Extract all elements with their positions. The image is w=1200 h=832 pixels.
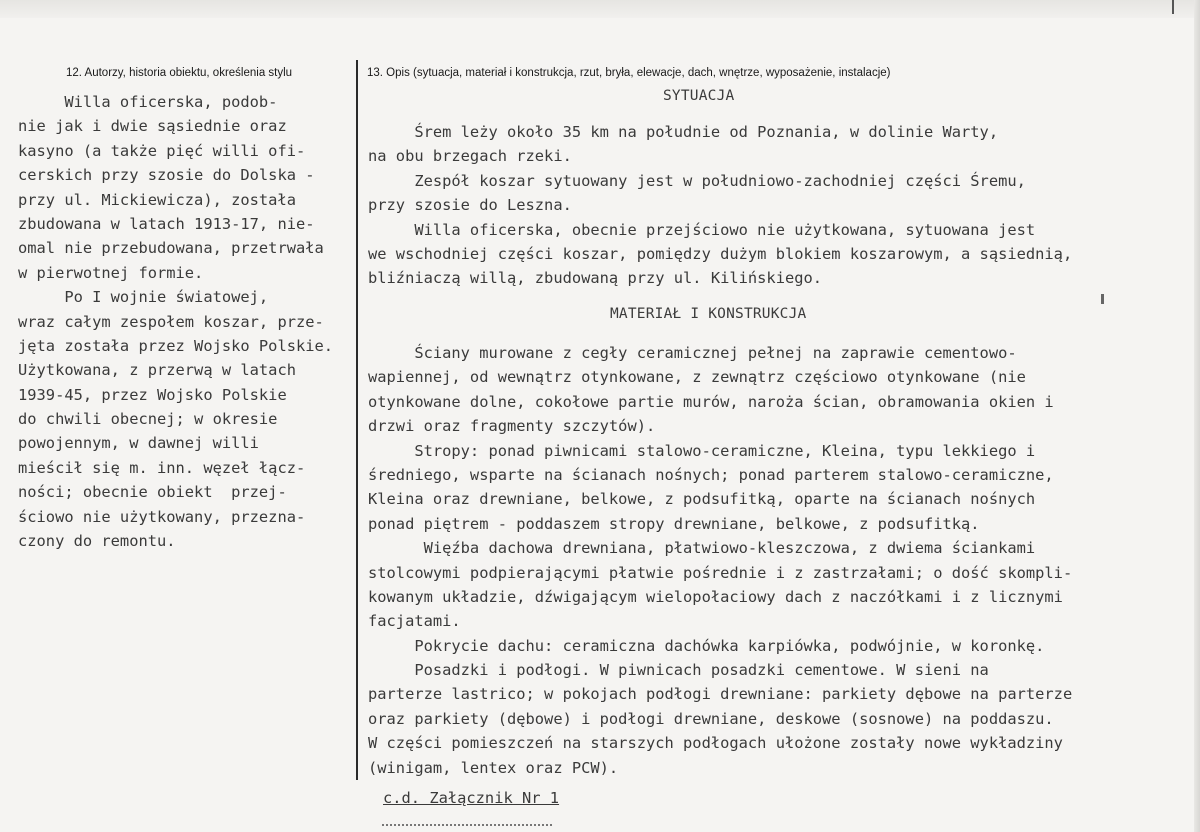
material-line: oraz parkiety (dębowe) i podłogi drewniane, deskowe (sosnowe) na poddaszu. xyxy=(368,709,1054,728)
left-column-line: powojennym, w dawnej willi xyxy=(18,434,259,453)
material-line: drzwi oraz fragmenty szczytów). xyxy=(368,417,656,436)
column-divider xyxy=(356,60,358,780)
material-line: ponad piętrem - poddaszem stropy drewniane, belkowe, z podsufitką. xyxy=(368,514,980,533)
left-column-line: omal nie przebudowana, przetrwała xyxy=(18,239,324,258)
left-column-line: ściowo nie użytkowany, przezna- xyxy=(18,507,306,526)
sytuacja-line: Śrem leży około 35 km na południe od Poznania, w dolinie Warty, xyxy=(368,123,999,141)
left-column-line: jęta została przez Wojsko Polskie. xyxy=(18,336,334,355)
material-text xyxy=(368,341,1158,780)
sytuacja-line: Zespół koszar sytuowany jest w południowo-zachodniej części Śremu, xyxy=(368,171,1026,190)
right-column-header: 13. Opis (sytuacja, materiał i konstrukcja, rzut, bryła, elewacje, dach, wnętrze, wyposażenie, instalacje) xyxy=(367,67,891,79)
material-line: Pokrycie dachu: ceramiczna dachówka karpiówka, podwójnie, w koronkę. xyxy=(368,636,1045,655)
page-right-edge xyxy=(1194,0,1200,832)
material-line: facjatami. xyxy=(368,612,461,631)
left-column-line: w pierwotnej formie. xyxy=(18,263,204,282)
material-line: Kleina oraz drewniane, belkowe, z podsufitką, oparte na ścianach nośnych xyxy=(368,490,1036,509)
material-line: stolcowymi podpierającymi płatwie pośrednie i z zastrzałami; o dość skompli- xyxy=(368,563,1073,582)
left-column-line: nie jak i dwie sąsiednie oraz xyxy=(18,117,287,136)
sytuacja-line: przy szosie do Leszna. xyxy=(368,196,572,215)
left-column-header: 12. Autorzy, historia obiektu, określenia stylu xyxy=(66,67,293,79)
material-line: Stropy: ponad piwnicami stalowo-ceramiczne, Kleina, typu lekkiego i xyxy=(368,441,1036,460)
ink-mark xyxy=(1101,294,1104,304)
left-column-line: kasyno (a także pięć willi ofi- xyxy=(18,141,306,160)
material-line: Ściany murowane z cegły ceramicznej pełnej na zaprawie cementowo- xyxy=(368,344,1017,362)
left-column-line: przy ul. Mickiewicza), została xyxy=(18,190,296,209)
material-line: (winigam, lentex oraz PCW). xyxy=(368,758,619,777)
attachment-note: c.d. Załącznik Nr 1 xyxy=(383,789,560,807)
material-line: Więźba dachowa drewniana, płatwiowo-kleszczowa, z dwiema ściankami xyxy=(368,539,1036,558)
material-line: W części pomieszczeń na starszych podłogach ułożone zostały nowe wykładziny xyxy=(368,734,1063,753)
material-line: średniego, wsparte na ścianach nośnych; ponad parterem stalowo-ceramiczne, xyxy=(368,465,1054,484)
left-column-text xyxy=(18,90,353,553)
material-line: parterze lastrico; w pokojach podłogi drewniane: parkiety dębowe na parterze xyxy=(368,685,1073,704)
material-line: wapiennej, od wewnątrz otynkowane, z zewnątrz częściowo otynkowane (nie xyxy=(368,368,1026,387)
sytuacja-line: Willa oficerska, obecnie przejściowo nie użytkowana, sytuowana jest xyxy=(368,220,1036,239)
dotted-rule xyxy=(382,824,552,826)
left-column-line: Willa oficerska, podob- xyxy=(18,93,278,111)
sytuacja-line: bliźniaczą willą, zbudowaną przy ul. Kilińskiego. xyxy=(368,269,823,288)
left-column-line: ności; obecnie obiekt przej- xyxy=(18,483,287,502)
left-column-line: Użytkowana, z przerwą w latach xyxy=(18,361,296,380)
material-line: kowanym układzie, dźwigającym wielopołaciowy dach z naczółkami i z licznymi xyxy=(368,587,1063,606)
top-margin-strip xyxy=(0,0,1200,18)
left-column-line: do chwili obecnej; w okresie xyxy=(18,410,278,429)
left-column-line: Po I wojnie światowej, xyxy=(18,288,269,307)
left-column-line: mieścił się m. inn. węzeł łącz- xyxy=(18,458,306,477)
left-column-line: wraz całym zespołem koszar, prze- xyxy=(18,312,324,331)
material-line: otynkowane dolne, cokołowe partie murów, naroża ścian, obramowania okien i xyxy=(368,392,1054,411)
material-line: Posadzki i podłogi. W piwnicach posadzki cementowe. W sieni na xyxy=(368,661,989,680)
section-heading-material: MATERIAŁ I KONSTRUKCJA xyxy=(610,306,807,322)
left-column-line: 1939-45, przez Wojsko Polskie xyxy=(18,385,287,404)
corner-mark xyxy=(1172,0,1174,14)
left-column-line: czony do remontu. xyxy=(18,532,176,551)
sytuacja-line: na obu brzegach rzeki. xyxy=(368,147,572,166)
left-column-line: zbudowana w latach 1913-17, nie- xyxy=(18,214,315,233)
sytuacja-text xyxy=(368,120,1158,291)
left-column-line: cerskich przy szosie do Dolska - xyxy=(18,166,315,185)
sytuacja-line: we wschodniej części koszar, pomiędzy dużym blokiem koszarowym, a sąsiednią, xyxy=(368,244,1073,263)
section-heading-sytuacja: SYTUACJA xyxy=(663,88,735,104)
